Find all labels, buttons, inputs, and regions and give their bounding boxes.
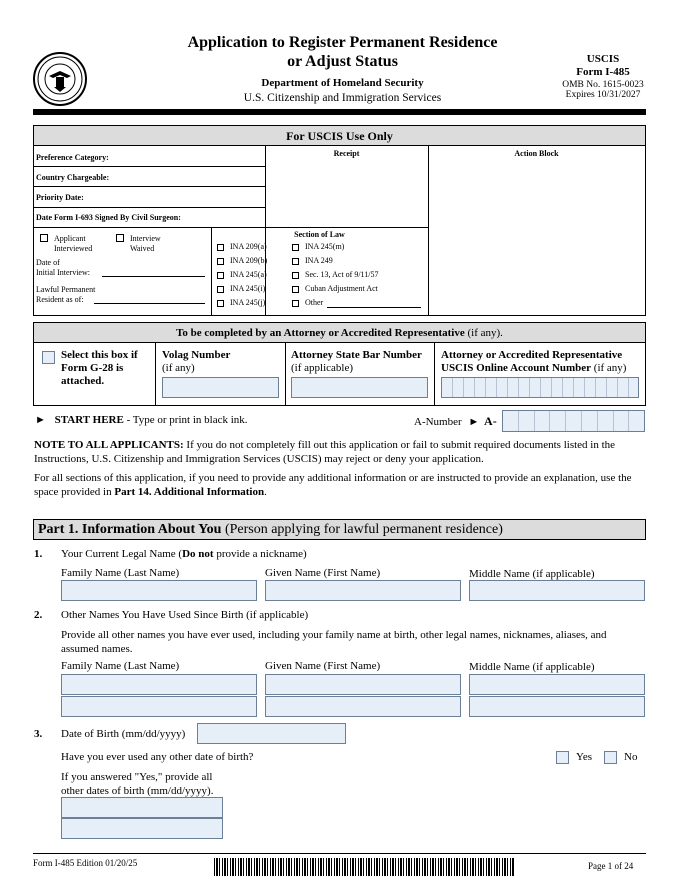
g28-label: Select this box if Form G-28 is attached. xyxy=(61,349,138,387)
other-given-name-input-2[interactable] xyxy=(265,696,461,717)
law-checkbox-6[interactable] xyxy=(292,244,299,251)
law-checkbox-5[interactable] xyxy=(217,300,224,307)
given-name-input[interactable] xyxy=(265,580,461,601)
middle-name-label: Middle Name (if applicable) xyxy=(469,568,595,580)
attorney-box xyxy=(33,322,646,406)
resident-as-of-label: Resident as of: xyxy=(36,295,84,304)
action-block-label: Action Block xyxy=(514,149,559,158)
a-number-label: A-Number ► A- xyxy=(414,414,497,428)
family-name-label: Family Name (Last Name) xyxy=(61,660,180,672)
middle-name-input[interactable] xyxy=(469,580,645,601)
q2-description: Provide all other names you have ever used, including your family name at birth, other legal names, nicknames, aliases, and assumed names. xyxy=(61,629,607,655)
section-of-law-label: Section of Law xyxy=(294,230,345,239)
q1-number: 1. xyxy=(34,548,43,560)
volag-input[interactable] xyxy=(162,377,279,398)
note-to-applicants: NOTE TO ALL APPLICANTS: If you do not completely fill out this application or fail to submit required documents listed in the Instructions, U.S. Citizenship and Immigration Services (USCIS) may reject or deny your application. xyxy=(34,439,616,465)
other-middle-name-input-2[interactable] xyxy=(469,696,645,717)
form-id-block: USCIS Form I-485 OMB No. 1615-0023 Expires 10/31/2027 xyxy=(562,53,644,100)
eagle-icon xyxy=(35,54,85,104)
family-name-label: Family Name (Last Name) xyxy=(61,567,180,579)
given-name-label: Given Name (First Name) xyxy=(265,660,381,672)
law-label: INA 209(a) xyxy=(230,242,267,251)
other-middle-name-input[interactable] xyxy=(469,674,645,695)
barcode xyxy=(214,858,514,876)
yes-label: Yes xyxy=(576,751,593,763)
law-label: Sec. 13, Act of 9/11/57 xyxy=(305,270,379,279)
agency-name: U.S. Citizenship and Immigration Services xyxy=(243,92,442,104)
law-label: INA 249 xyxy=(305,256,333,265)
country-chargeable: Country Chargeable: xyxy=(36,173,110,182)
preference-category: Preference Category: xyxy=(36,153,109,162)
additional-info-note: For all sections of this application, if you need to provide any additional information or are instructed to provide an explanation, use the space provided in Part 14. Additional Information. xyxy=(34,472,632,498)
interview-waived-label: Interview Waived xyxy=(130,234,161,253)
q3-number: 3. xyxy=(34,728,43,740)
bar-number-input[interactable] xyxy=(291,377,428,398)
lawful-permanent-label: Lawful Permanent xyxy=(36,285,96,294)
q1-label: Your Current Legal Name (Do not provide a nickname) xyxy=(61,548,307,560)
no-label: No xyxy=(624,751,638,763)
uscis-use-box xyxy=(33,125,646,316)
arrow-right-icon: ► xyxy=(468,416,480,428)
family-name-input[interactable] xyxy=(61,580,257,601)
uscis-use-title: For USCIS Use Only xyxy=(34,126,645,146)
middle-name-label: Middle Name (if applicable) xyxy=(469,661,595,673)
i693-date: Date Form I-693 Signed By Civil Surgeon: xyxy=(36,213,181,222)
yes-checkbox[interactable] xyxy=(556,751,569,764)
date-of-label: Date of xyxy=(36,258,60,267)
receipt-label: Receipt xyxy=(333,149,360,158)
department-name: Department of Homeland Security xyxy=(261,77,424,89)
law-label: INA 245(j) xyxy=(230,298,266,307)
online-account-input[interactable] xyxy=(441,377,639,398)
other-given-name-input[interactable] xyxy=(265,674,461,695)
attorney-title: To be completed by an Attorney or Accredited Representative (if any). xyxy=(34,323,645,343)
law-label: INA 209(b) xyxy=(230,256,268,265)
q2-number: 2. xyxy=(34,609,43,621)
law-checkbox-3[interactable] xyxy=(217,272,224,279)
other-dob-question: Have you ever used any other date of birth? xyxy=(61,751,254,763)
law-label: Cuban Adjustment Act xyxy=(305,284,378,293)
arrow-right-icon: ► xyxy=(35,414,46,426)
start-here: ► START HERE - Type or print in black ink. xyxy=(35,414,248,426)
other-family-name-input[interactable] xyxy=(61,674,257,695)
g28-checkbox[interactable] xyxy=(42,351,55,364)
initial-interview-label: Initial Interview: xyxy=(36,268,90,277)
page-number: Page 1 of 24 xyxy=(588,861,634,871)
applicant-interviewed-label: Applicant Interviewed xyxy=(54,234,93,253)
law-checkbox-4[interactable] xyxy=(217,286,224,293)
other-family-name-input-2[interactable] xyxy=(61,696,257,717)
law-checkbox-8[interactable] xyxy=(292,272,299,279)
bar-number-label: Attorney State Bar Number (if applicable) xyxy=(291,349,422,374)
no-checkbox[interactable] xyxy=(604,751,617,764)
other-dob-instruction: If you answered "Yes," provide all other dates of birth (mm/dd/yyyy). xyxy=(61,771,214,797)
other-dob-input-2[interactable] xyxy=(61,818,223,839)
a-number-input[interactable] xyxy=(502,410,645,432)
date-of-birth-input[interactable] xyxy=(197,723,346,744)
law-checkbox-9[interactable] xyxy=(292,286,299,293)
header-rule xyxy=(33,109,646,115)
volag-label: Volag Number (if any) xyxy=(162,349,231,374)
law-checkbox-2[interactable] xyxy=(217,258,224,265)
law-label: INA 245(i) xyxy=(230,284,266,293)
law-label: INA 245(m) xyxy=(305,242,345,251)
q2-label: Other Names You Have Used Since Birth (if applicable) xyxy=(61,609,309,621)
online-account-label: Attorney or Accredited Representative USCIS Online Account Number (if any) xyxy=(441,349,627,374)
applicant-interviewed-checkbox[interactable] xyxy=(40,234,48,242)
interview-waived-checkbox[interactable] xyxy=(116,234,124,242)
law-label: INA 245(a) xyxy=(230,270,267,279)
other-dob-input-1[interactable] xyxy=(61,797,223,818)
given-name-label: Given Name (First Name) xyxy=(265,567,381,579)
priority-date: Priority Date: xyxy=(36,193,84,202)
form-title: Application to Register Permanent Residence or Adjust Status xyxy=(187,34,498,70)
dhs-seal xyxy=(33,52,87,106)
footer-rule xyxy=(33,853,646,854)
form-edition: Form I-485 Edition 01/20/25 xyxy=(33,858,138,868)
law-checkbox-7[interactable] xyxy=(292,258,299,265)
q3-label: Date of Birth (mm/dd/yyyy) xyxy=(61,728,186,740)
law-checkbox-10[interactable] xyxy=(292,300,299,307)
law-label: Other xyxy=(305,298,324,307)
law-checkbox-1[interactable] xyxy=(217,244,224,251)
part1-header: Part 1. Information About You (Person applying for lawful permanent residence) xyxy=(33,519,646,540)
